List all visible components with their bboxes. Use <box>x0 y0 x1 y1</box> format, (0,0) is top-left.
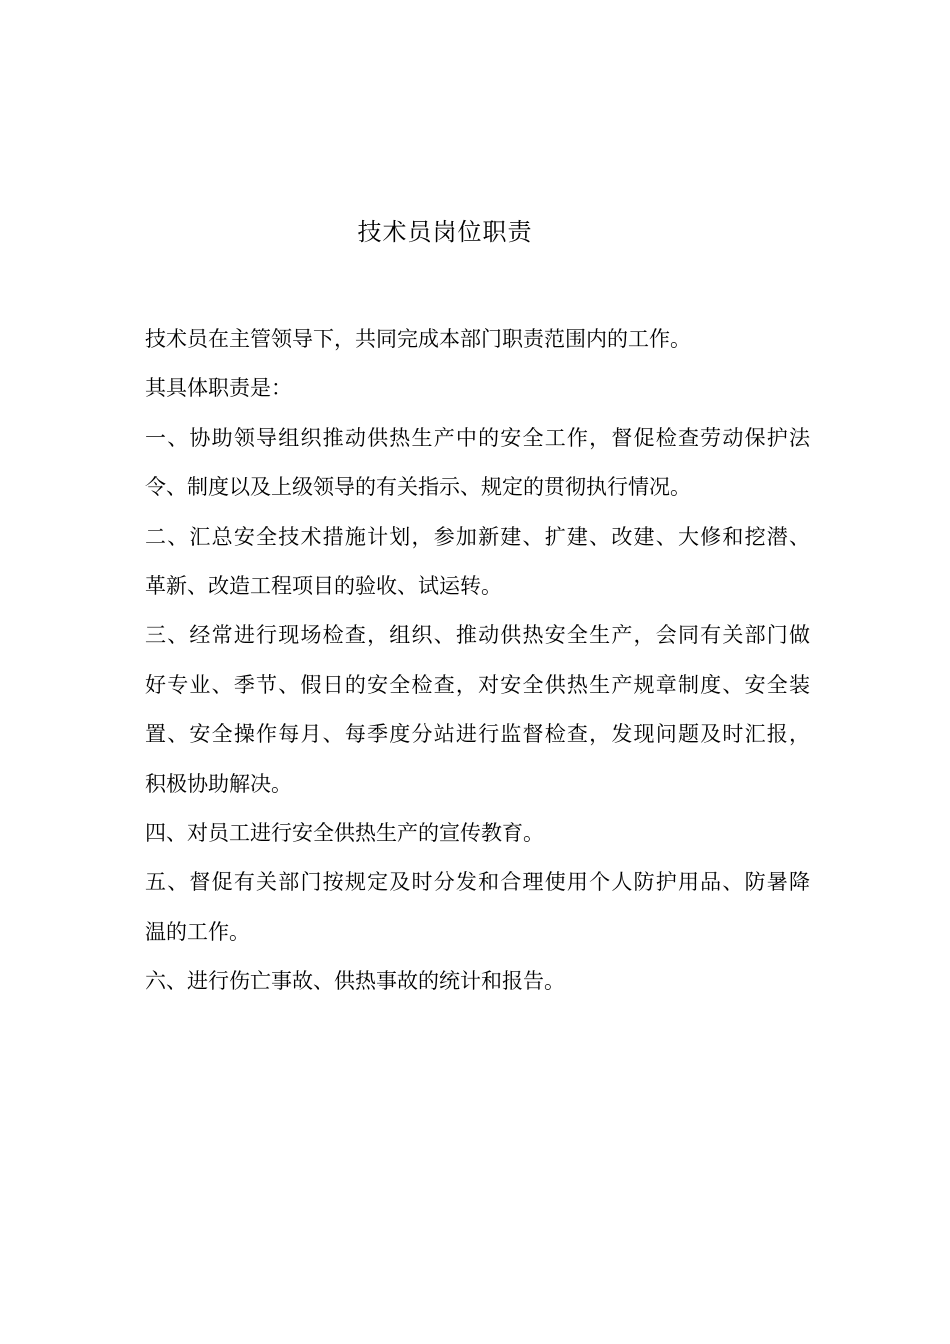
paragraph-line: 一、协助领导组织推动供热生产中的安全工作，督促检查劳动保护法 <box>145 425 810 450</box>
paragraph-line: 置、安全操作每月、每季度分站进行监督检查，发现问题及时汇报， <box>145 722 810 747</box>
paragraph-line: 二、汇总安全技术措施计划，参加新建、扩建、改建、大修和挖潜、 <box>145 524 810 549</box>
paragraph-line: 四、对员工进行安全供热生产的宣传教育。 <box>145 820 544 845</box>
paragraph-line: 温的工作。 <box>145 919 250 944</box>
paragraph-line: 令、制度以及上级领导的有关指示、规定的贯彻执行情况。 <box>145 475 691 500</box>
paragraph-line: 技术员在主管领导下，共同完成本部门职责范围内的工作。 <box>145 327 691 351</box>
paragraph-line: 三、经常进行现场检查，组织、推动供热安全生产，会同有关部门做 <box>145 623 810 648</box>
paragraph-line: 其具体职责是： <box>145 376 292 401</box>
paragraph-line: 好专业、季节、假日的安全检查，对安全供热生产规章制度、安全装 <box>145 672 810 697</box>
document-body <box>145 315 810 1006</box>
paragraph-line: 积极协助解决。 <box>145 771 292 796</box>
document-title: 技术员岗位职责 <box>357 218 533 246</box>
paragraph-line: 六、进行伤亡事故、供热事故的统计和报告。 <box>145 969 565 994</box>
paragraph-line: 革新、改造工程项目的验收、试运转。 <box>145 573 502 598</box>
paragraph-line: 五、督促有关部门按规定及时分发和合理使用个人防护用品、防暑降 <box>145 870 810 895</box>
